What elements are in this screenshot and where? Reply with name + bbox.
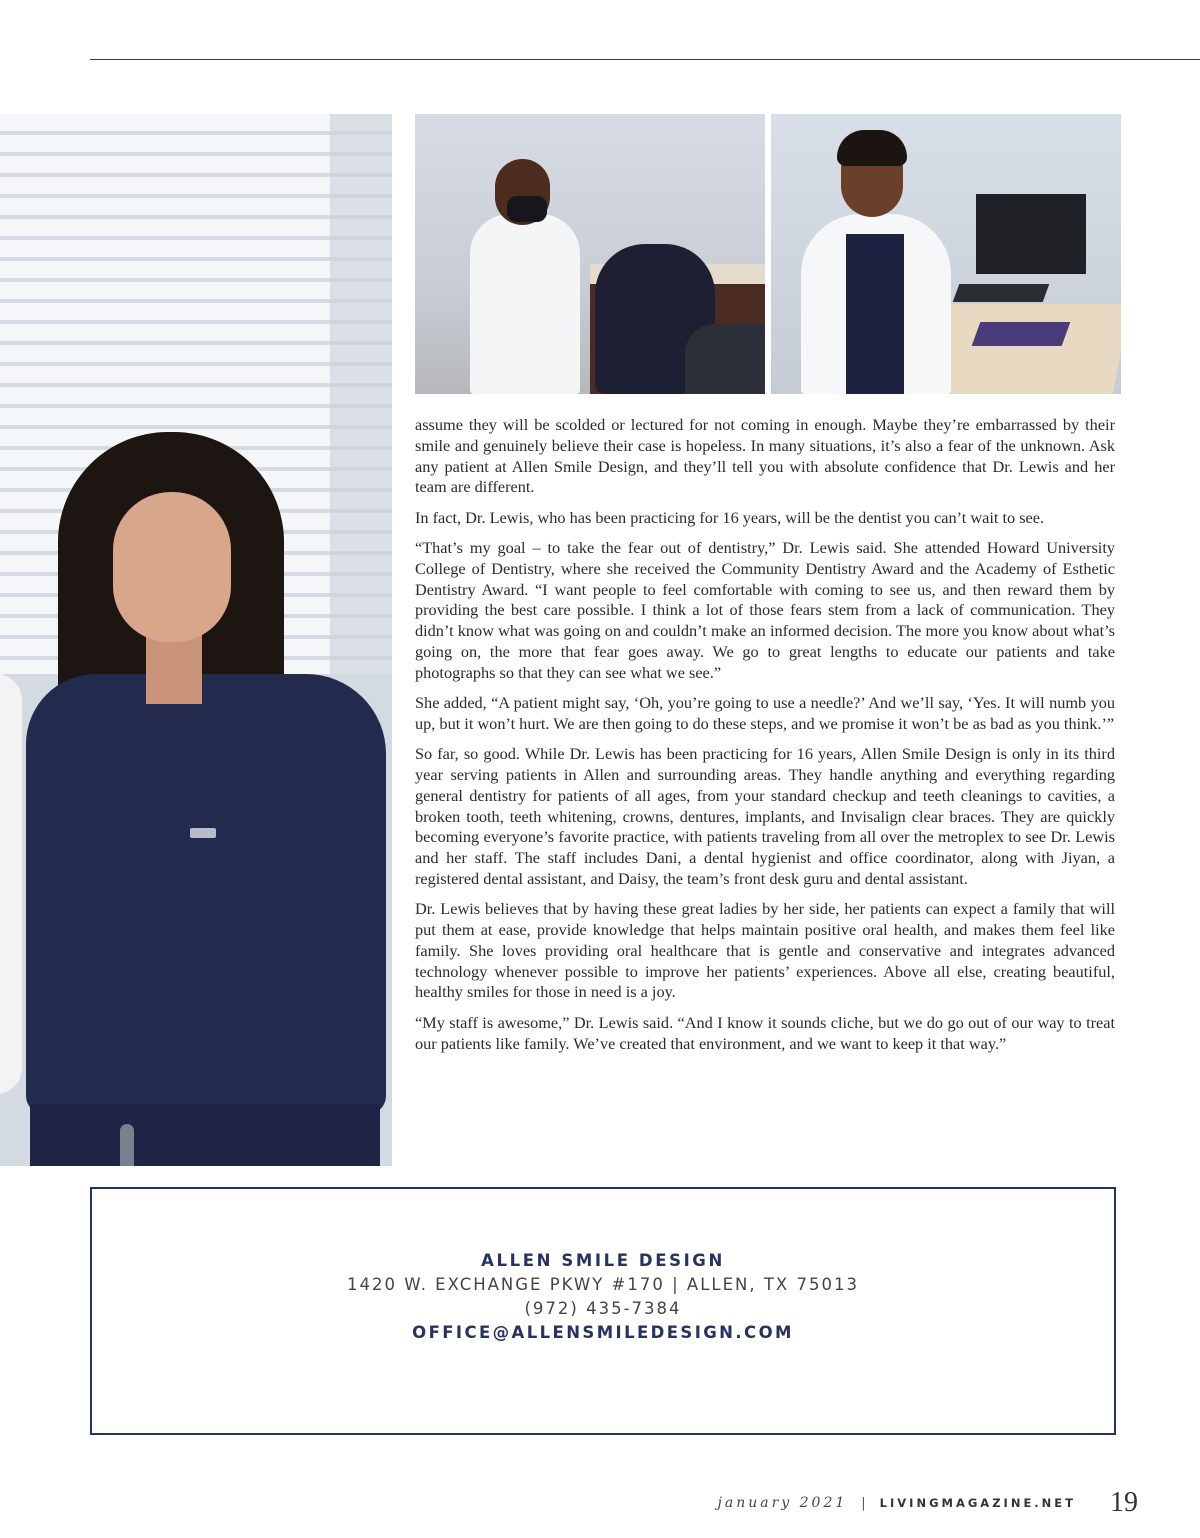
- portrait-photo: [0, 114, 392, 1166]
- scrub-shirt: [846, 234, 904, 394]
- scrub-badge: [190, 828, 216, 838]
- article-paragraph: Dr. Lewis believes that by having these great ladies by her side, her patients can expect a family that will put them at ease, provide knowledge that helps maintain positive oral health, and makes them feel like family. She loves providing oral healthcare that is gentle and conservative and integrates advanced technology whenever possible to improve her patients’ experiences. Above all else, creating beautiful, healthy smiles for those in need is a joy.: [415, 899, 1115, 1002]
- footer-separator: |: [861, 1495, 866, 1511]
- dental-chair: [685, 324, 765, 394]
- page-footer: [718, 1486, 1138, 1520]
- scrub-top: [26, 674, 386, 1114]
- photo-dentist-with-patient: [415, 114, 765, 394]
- top-rule: [90, 59, 1200, 60]
- article-paragraph: She added, “A patient might say, ‘Oh, you’re going to use a needle?’ And we’ll say, ‘Yes. It will numb you up, but it won’t hurt. We are then going to do these steps, and we promise it won’t be as bad as you think.’”: [415, 693, 1115, 733]
- page-number: 19: [1110, 1487, 1138, 1518]
- business-email: OFFICE@ALLENSMILEDESIGN.COM: [412, 1323, 794, 1342]
- article-paragraph: assume they will be scolded or lectured for not coming in enough. Maybe they’re embarrassed by their smile and genuinely believe their case is hopeless. In many situations, it’s also a fear of the unknown. Ask any patient at Allen Smile Design, and they’ll tell you with absolute confidence that Dr. Lewis and her team are different.: [415, 415, 1115, 497]
- dentist-hair: [837, 130, 907, 166]
- contact-info: [92, 1249, 1114, 1345]
- issue-date: january 2021: [717, 1495, 848, 1511]
- article-paragraph: “That’s my goal – to take the fear out of dentistry,” Dr. Lewis said. She attended Howard University College of Dentistry, where she received the Community Dentistry Award and the Academy of Esthetic Dentistry Award. “I want people to feel comfortable with coming to see us, and then reward them by providing the best care possible. I think a lot of those fears stem from a lack of communication. They didn’t know what was going on and couldn’t make an informed decision. The more you know about what’s going on, the more that fear goes away. We go to great lengths to educate our patients and take photographs so that they can see what we see.”: [415, 537, 1115, 682]
- magazine-site: LIVINGMAGAZINE.NET: [879, 1496, 1076, 1510]
- face: [113, 492, 231, 642]
- article-body: [415, 415, 1115, 1064]
- article-paragraph: In fact, Dr. Lewis, who has been practicing for 16 years, will be the dentist you can’t wait to see.: [415, 507, 1045, 527]
- business-address: 1420 W. EXCHANGE PKWY #170 | ALLEN, TX 75013: [347, 1275, 859, 1294]
- keyboard: [953, 284, 1050, 302]
- photo-dentist-at-desk: [771, 114, 1121, 394]
- white-coat-edge: [0, 674, 22, 1094]
- drawstring: [120, 1124, 134, 1166]
- contact-info-box: [90, 1187, 1116, 1435]
- face-mask: [507, 196, 547, 222]
- dentist-coat: [470, 214, 580, 394]
- article-paragraph: “My staff is awesome,” Dr. Lewis said. “And I know it sounds cliche, but we do go out of our way to treat our patients like family. We’ve created that environment, and we want to keep it that way.”: [415, 1012, 1115, 1053]
- monitor: [976, 194, 1086, 274]
- mouse-pad: [972, 322, 1071, 346]
- business-phone: (972) 435-7384: [524, 1299, 682, 1318]
- article-paragraph: So far, so good. While Dr. Lewis has been practicing for 16 years, Allen Smile Design is only in its third year serving patients in Allen and surrounding areas. They handle anything and everything regarding general dentistry for patients of all ages, from your standard checkup and teeth cleanings to cavities, a broken tooth, teeth whitening, crowns, dentures, implants, and Invisalign clear braces. They are quickly becoming everyone’s favorite practice, with patients traveling from all over the metroplex to see Dr. Lewis and her staff. The staff includes Dani, a dental hygienist and office coordinator, along with Jiyan, a registered dental assistant, and Daisy, the team’s front desk guru and dental assistant.: [415, 744, 1115, 888]
- business-name: ALLEN SMILE DESIGN: [481, 1251, 725, 1270]
- scrub-pants: [30, 1104, 380, 1166]
